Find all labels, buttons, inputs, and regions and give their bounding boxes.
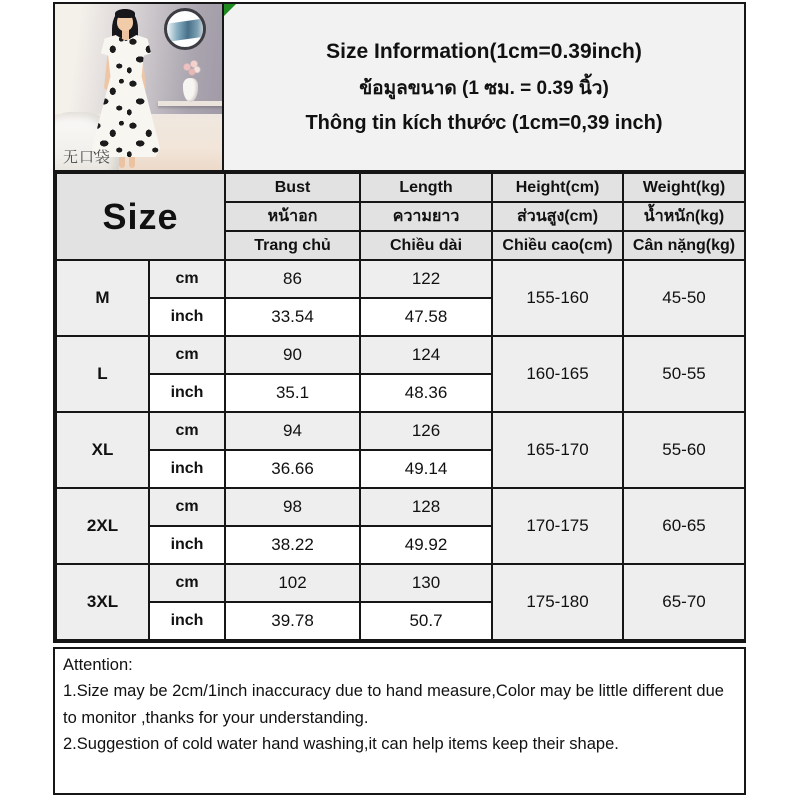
bust-inch-value: 36.66 bbox=[225, 450, 360, 488]
table-row bbox=[56, 336, 745, 374]
attention-box bbox=[53, 647, 746, 795]
col-header-length-vi: Chiều dài bbox=[360, 231, 492, 260]
unit-inch: inch bbox=[149, 374, 225, 412]
bust-cm-value: 98 bbox=[225, 488, 360, 526]
size-label-3xl: 3XL bbox=[56, 564, 149, 640]
size-header-cell: Size bbox=[56, 173, 225, 260]
length-cm-value: 128 bbox=[360, 488, 492, 526]
weight-range: 65-70 bbox=[623, 564, 745, 640]
col-header-weight-en: Weight(kg) bbox=[623, 173, 745, 202]
table-row bbox=[56, 260, 745, 298]
main-bordered-sheet bbox=[53, 2, 746, 643]
size-label-2xl: 2XL bbox=[56, 488, 149, 564]
table-row bbox=[56, 564, 745, 602]
col-header-bust-en: Bust bbox=[225, 173, 360, 202]
product-photo bbox=[55, 4, 224, 170]
size-label-m: M bbox=[56, 260, 149, 336]
bust-cm-value: 102 bbox=[225, 564, 360, 602]
height-range: 155-160 bbox=[492, 260, 623, 336]
length-cm-value: 126 bbox=[360, 412, 492, 450]
length-inch-value: 47.58 bbox=[360, 298, 492, 336]
unit-inch: inch bbox=[149, 450, 225, 488]
height-range: 175-180 bbox=[492, 564, 623, 640]
floral-dress bbox=[89, 35, 163, 157]
col-header-length-th: ความยาว bbox=[360, 202, 492, 231]
weight-range: 60-65 bbox=[623, 488, 745, 564]
bust-inch-value: 39.78 bbox=[225, 602, 360, 640]
col-header-height-vi: Chiều cao(cm) bbox=[492, 231, 623, 260]
length-cm-value: 122 bbox=[360, 260, 492, 298]
title-english: Size Information(1cm=0.39inch) bbox=[326, 39, 642, 63]
attention-note-1: 1.Size may be 2cm/1inch inaccuracy due to hand measure,Color may be little different due to monitor ,thanks for your understanding. bbox=[63, 682, 724, 727]
weight-range: 55-60 bbox=[623, 412, 745, 488]
photo-caption: 无口袋 bbox=[63, 149, 112, 166]
col-header-height-th: ส่วนสูง(cm) bbox=[492, 202, 623, 231]
col-header-weight-vi: Cân nặng(kg) bbox=[623, 231, 745, 260]
height-range: 170-175 bbox=[492, 488, 623, 564]
header-row-english bbox=[56, 173, 745, 202]
length-inch-value: 49.92 bbox=[360, 526, 492, 564]
attention-heading: Attention: bbox=[63, 656, 133, 674]
title-thai: ข้อมูลขนาด (1 ซม. = 0.39 นิ้ว) bbox=[359, 77, 609, 99]
weight-range: 45-50 bbox=[623, 260, 745, 336]
table-row bbox=[56, 412, 745, 450]
bust-cm-value: 90 bbox=[225, 336, 360, 374]
length-inch-value: 50.7 bbox=[360, 602, 492, 640]
unit-inch: inch bbox=[149, 298, 225, 336]
bust-inch-value: 38.22 bbox=[225, 526, 360, 564]
unit-cm: cm bbox=[149, 412, 225, 450]
unit-cm: cm bbox=[149, 488, 225, 526]
col-header-height-en: Height(cm) bbox=[492, 173, 623, 202]
unit-cm: cm bbox=[149, 336, 225, 374]
unit-inch: inch bbox=[149, 526, 225, 564]
unit-cm: cm bbox=[149, 260, 225, 298]
bust-inch-value: 33.54 bbox=[225, 298, 360, 336]
title-vietnamese: Thông tin kích thước (1cm=0,39 inch) bbox=[305, 111, 663, 134]
height-range: 165-170 bbox=[492, 412, 623, 488]
col-header-weight-th: น้ำหนัก(kg) bbox=[623, 202, 745, 231]
length-cm-value: 124 bbox=[360, 336, 492, 374]
top-section bbox=[55, 4, 744, 172]
title-panel bbox=[224, 4, 744, 170]
unit-inch: inch bbox=[149, 602, 225, 640]
length-inch-value: 48.36 bbox=[360, 374, 492, 412]
table-row bbox=[56, 488, 745, 526]
bust-cm-value: 94 bbox=[225, 412, 360, 450]
length-inch-value: 49.14 bbox=[360, 450, 492, 488]
green-corner-icon bbox=[224, 4, 236, 16]
col-header-bust-vi: Trang chủ bbox=[225, 231, 360, 260]
height-range: 160-165 bbox=[492, 336, 623, 412]
weight-range: 50-55 bbox=[623, 336, 745, 412]
bust-cm-value: 86 bbox=[225, 260, 360, 298]
bust-inch-value: 35.1 bbox=[225, 374, 360, 412]
size-label-xl: XL bbox=[56, 412, 149, 488]
length-cm-value: 130 bbox=[360, 564, 492, 602]
unit-cm: cm bbox=[149, 564, 225, 602]
attention-note-2: 2.Suggestion of cold water hand washing,it can help items keep their shape. bbox=[63, 735, 619, 754]
size-label-l: L bbox=[56, 336, 149, 412]
col-header-bust-th: หน้าอก bbox=[225, 202, 360, 231]
size-table bbox=[55, 172, 746, 641]
col-header-length-en: Length bbox=[360, 173, 492, 202]
